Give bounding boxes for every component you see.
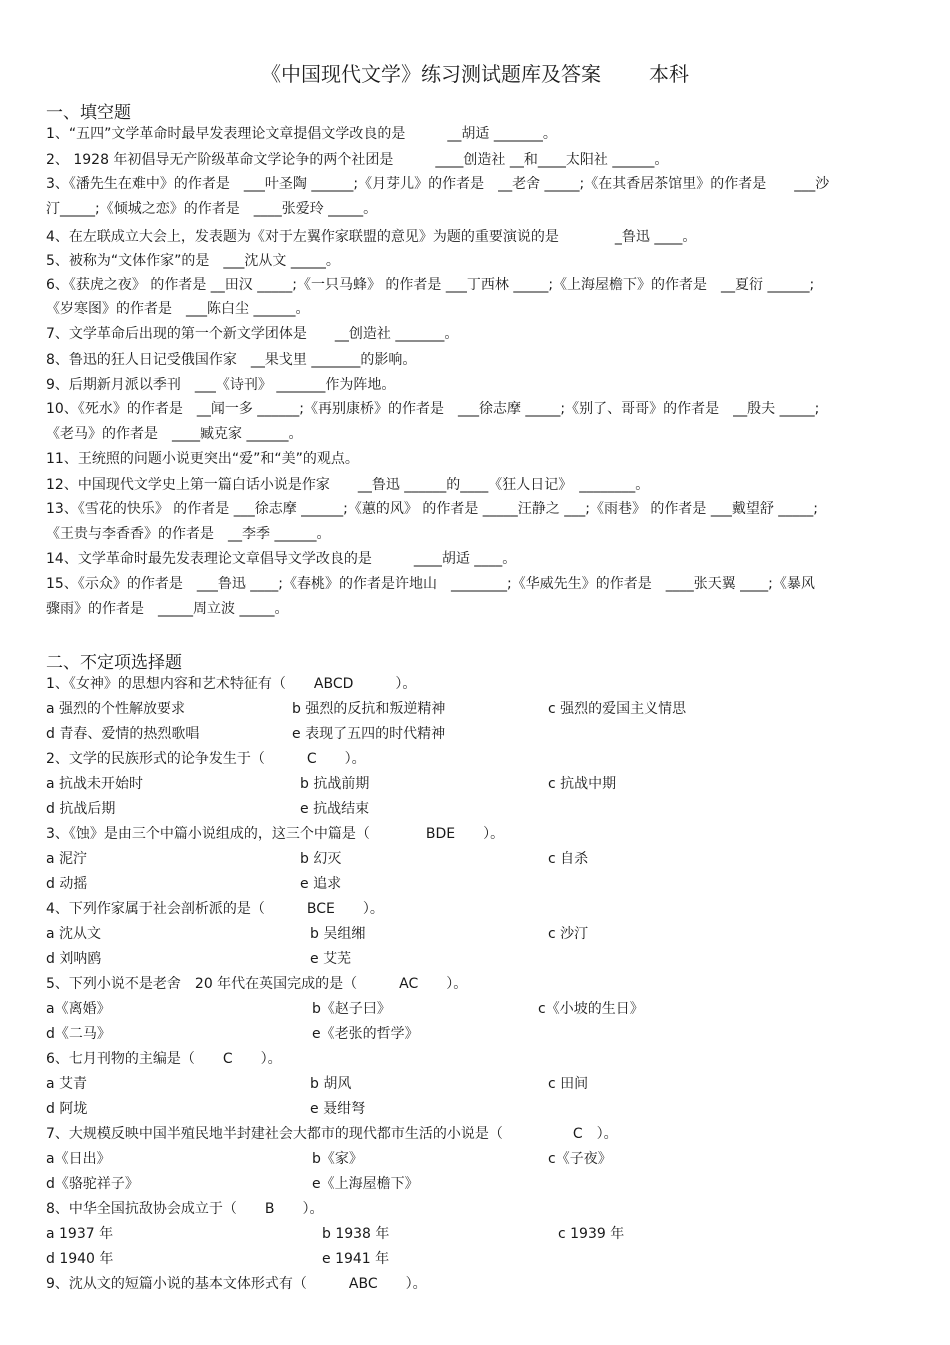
fill-blank-line: 4、在左联成立大会上，发表题为《对于左翼作家联盟的意见》为题的重要演说的是 _鲁迅 ____。 bbox=[46, 229, 697, 245]
answer-option: b 1938 年 bbox=[322, 1226, 390, 1242]
answer-option: c 抗战中期 bbox=[548, 776, 617, 792]
question-stem: 5、下列小说不是老舍 20 年代在英国完成的是（ AC ）。 bbox=[46, 976, 468, 992]
answer-option: c 自杀 bbox=[548, 851, 589, 867]
answer-option: e《老张的哲学》 bbox=[312, 1026, 419, 1042]
answer-option: c 沙汀 bbox=[548, 926, 589, 942]
answer-option: e 聂绀弩 bbox=[310, 1101, 366, 1117]
answer-option: a 沈从文 bbox=[46, 926, 102, 942]
answer-option: a《离婚》 bbox=[46, 1001, 111, 1017]
question-stem: 9、沈从文的短篇小说的基本文体形式有（ ABC ）。 bbox=[46, 1276, 427, 1292]
document-title bbox=[0, 58, 950, 87]
fill-blank-line: 3、《潘先生在难中》的作者是 ___叶圣陶 ______;《月芽儿》的作者是 __老舍 _____;《在其香居茶馆里》的作者是 ___沙 bbox=[46, 176, 830, 192]
answer-option: e 追求 bbox=[300, 876, 342, 892]
question-stem: 4、下列作家属于社会剖析派的是（ BCE ）。 bbox=[46, 901, 384, 917]
answer-option: b 胡风 bbox=[310, 1076, 352, 1092]
section-heading-fill-blank: 一、填空题 bbox=[46, 103, 131, 123]
question-stem: 6、七月刊物的主编是（ C ）。 bbox=[46, 1051, 282, 1067]
fill-blank-line: 《老马》的作者是 ____臧克家 ______。 bbox=[46, 426, 303, 442]
fill-blank-line: 《岁寒图》的作者是 ___陈白尘 ______。 bbox=[46, 301, 310, 317]
fill-blank-line: 14、文学革命时最先发表理论文章倡导文学改良的是 ____胡适 ____。 bbox=[46, 551, 517, 567]
answer-option: b《家》 bbox=[312, 1151, 363, 1167]
answer-option: d 青春、爱情的热烈歌唱 bbox=[46, 726, 200, 742]
question-stem: 2、文学的民族形式的论争发生于（ C ）。 bbox=[46, 751, 366, 767]
question-stem: 3、《蚀》是由三个中篇小说组成的，这三个中篇是（ BDE ）。 bbox=[46, 826, 505, 842]
answer-option: b 幻灭 bbox=[300, 851, 342, 867]
answer-option: b 抗战前期 bbox=[300, 776, 370, 792]
fill-blank-line: 9、后期新月派以季刊 ___《诗刊》 _______作为阵地。 bbox=[46, 377, 396, 393]
question-stem: 8、中华全国抗敌协会成立于（ B ）。 bbox=[46, 1201, 324, 1217]
answer-option: e 表现了五四的时代精神 bbox=[292, 726, 446, 742]
fill-blank-line: 2、 1928 年初倡导无产阶级革命文学论争的两个社团是 ____创造社 __和____太阳社 ______。 bbox=[46, 152, 669, 168]
answer-option: a 抗战未开始时 bbox=[46, 776, 144, 792]
answer-option: c 田间 bbox=[548, 1076, 589, 1092]
answer-option: b 强烈的反抗和叛逆精神 bbox=[292, 701, 446, 717]
answer-option: e 1941 年 bbox=[322, 1251, 390, 1267]
fill-blank-line: 1、“五四”文学革命时最早发表理论文章提倡文学改良的是 __胡适 _______。 bbox=[46, 126, 557, 142]
fill-blank-line: 5、被称为“文体作家”的是 ___沈从文 _____。 bbox=[46, 253, 340, 269]
fill-blank-line: 12、中国现代文学史上第一篇白话小说是作家 __鲁迅 ______的____《狂人日记》 ________。 bbox=[46, 477, 650, 493]
answer-option: a 1937 年 bbox=[46, 1226, 114, 1242]
answer-option: c 强烈的爱国主义情思 bbox=[548, 701, 687, 717]
answer-option: d 抗战后期 bbox=[46, 801, 116, 817]
answer-option: a《日出》 bbox=[46, 1151, 111, 1167]
answer-option: c 1939 年 bbox=[558, 1226, 625, 1242]
answer-option: d 阿垅 bbox=[46, 1101, 88, 1117]
fill-blank-line: 骤雨》的作者是 _____周立波 _____。 bbox=[46, 601, 289, 617]
fill-blank-line: 《王贵与李香香》的作者是 __李季 ______。 bbox=[46, 526, 331, 542]
answer-option: d 刘呐鸥 bbox=[46, 951, 102, 967]
answer-option: d《二马》 bbox=[46, 1026, 111, 1042]
answer-option: a 强烈的个性解放要求 bbox=[46, 701, 186, 717]
answer-option: e 抗战结束 bbox=[300, 801, 370, 817]
answer-option: a 艾青 bbox=[46, 1076, 88, 1092]
fill-blank-line: 6、《获虎之夜》 的作者是 __田汉 _____;《一只马蜂》 的作者是 ___丁西林 _____;《上海屋檐下》的作者是 __夏衍 ______; bbox=[46, 277, 815, 293]
fill-blank-line: 7、文学革命后出现的第一个新文学团体是 __创造社 _______。 bbox=[46, 326, 459, 342]
title-suffix: 本科 bbox=[649, 62, 689, 86]
answer-option: e《上海屋檐下》 bbox=[312, 1176, 419, 1192]
title-main: 《中国现代文学》练习测试题库及答案 bbox=[261, 62, 601, 86]
answer-option: b 吴组缃 bbox=[310, 926, 366, 942]
question-stem: 1、《女神》的思想内容和艺术特征有（ ABCD ）。 bbox=[46, 676, 417, 692]
answer-option: a 泥泞 bbox=[46, 851, 88, 867]
fill-blank-line: 10、《死水》的作者是 __闻一多 ______;《再别康桥》的作者是 ___徐志摩 _____;《别了、哥哥》的作者是 __殷夫 _____; bbox=[46, 401, 820, 417]
answer-option: d 1940 年 bbox=[46, 1251, 114, 1267]
question-stem: 7、大规模反映中国半殖民地半封建社会大都市的现代都市生活的小说是（ C ）。 bbox=[46, 1126, 618, 1142]
answer-option: d《骆驼祥子》 bbox=[46, 1176, 139, 1192]
answer-option: d 动摇 bbox=[46, 876, 88, 892]
answer-option: c《小坡的生日》 bbox=[538, 1001, 644, 1017]
fill-blank-line: 汀_____;《倾城之恋》的作者是 ____张爱玲 _____。 bbox=[46, 201, 378, 217]
fill-blank-line: 15、《示众》的作者是 ___鲁迅 ____;《春桃》的作者是许地山 ________;《华威先生》的作者是 ____张天翼 ____;《暴风 bbox=[46, 576, 815, 592]
section-heading-multiple-choice: 二、不定项选择题 bbox=[46, 653, 182, 673]
fill-blank-line: 11、王统照的问题小说更突出“爱”和“美”的观点。 bbox=[46, 451, 359, 467]
answer-option: e 艾芜 bbox=[310, 951, 352, 967]
answer-option: b《赵子曰》 bbox=[312, 1001, 391, 1017]
fill-blank-line: 13、《雪花的快乐》 的作者是 ___徐志摩 ______;《蕙的风》 的作者是 _____汪静之 ___;《雨巷》 的作者是 ___戴望舒 _____; bbox=[46, 501, 819, 517]
answer-option: c《子夜》 bbox=[548, 1151, 612, 1167]
fill-blank-line: 8、鲁迅的狂人日记受俄国作家 __果戈里 _______的影响。 bbox=[46, 352, 417, 368]
